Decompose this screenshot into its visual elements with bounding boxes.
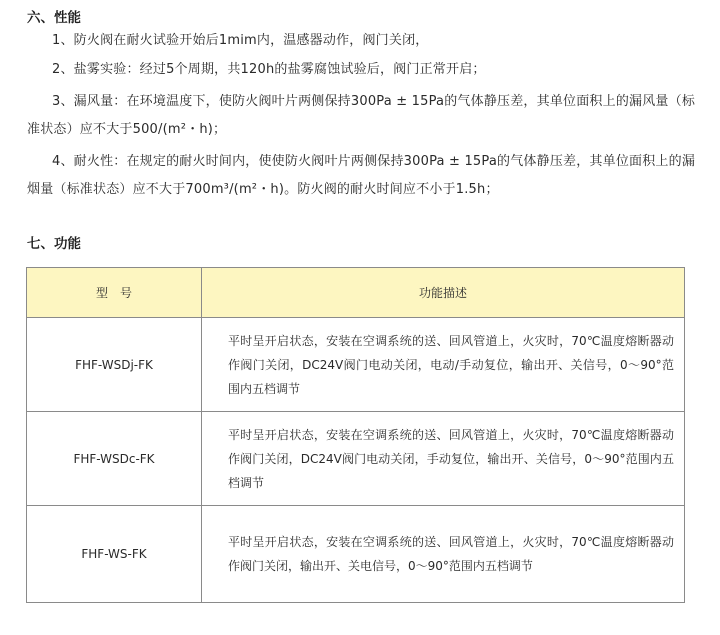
table-header-row <box>27 268 685 318</box>
header-description: 功能描述 <box>202 268 685 318</box>
model-cell: FHF-WSDj-FK <box>27 318 202 412</box>
description-cell: 平时呈开启状态，安装在空调系统的送、回风管道上，火灾时，70℃温度熔断器动作阀门关闭，输出开、关电信号，0～90°范围内五档调节 <box>202 506 685 603</box>
description-cell: 平时呈开启状态，安装在空调系统的送、回风管道上，火灾时，70℃温度熔断器动作阀门关闭，DC24V阀门电动关闭，电动/手动复位，输出开、关信号，0～90°范围内五档调节 <box>202 318 685 412</box>
function-table <box>26 267 685 603</box>
performance-item-4: 4、耐火性：在规定的耐火时间内，使使防火阀叶片两侧保持300Pa ± 15Pa的气体静压差，其单位面积上的漏烟量（标准状态）应不大于700m³/(m²・h)。防火阀的耐火时间应不小于1.5h； <box>27 154 696 197</box>
performance-item-1: 1、防火阀在耐火试验开始后1mim内，温感器动作，阀门关闭， <box>52 33 429 48</box>
table-row <box>27 506 685 603</box>
model-cell: FHF-WSDc-FK <box>27 412 202 506</box>
performance-item-3: 3、漏风量：在环境温度下，使防火阀叶片两侧保持300Pa ± 15Pa的气体静压差，其单位面积上的漏风量（标准状态）应不大于500/(m²・h)； <box>27 94 696 137</box>
section-title-performance: 六、性能 <box>27 10 81 26</box>
header-model: 型 号 <box>27 268 202 318</box>
description-cell: 平时呈开启状态，安装在空调系统的送、回风管道上，火灾时，70℃温度熔断器动作阀门关闭，DC24V阀门电动关闭，手动复位，输出开、关信号，0～90°范围内五档调节 <box>202 412 685 506</box>
model-cell: FHF-WS-FK <box>27 506 202 603</box>
section-title-function: 七、功能 <box>27 236 81 252</box>
performance-item-2: 2、盐雾实验：经过5个周期，共120h的盐雾腐蚀试验后，阀门正常开启； <box>52 62 486 77</box>
table-row <box>27 318 685 412</box>
table-row <box>27 412 685 506</box>
